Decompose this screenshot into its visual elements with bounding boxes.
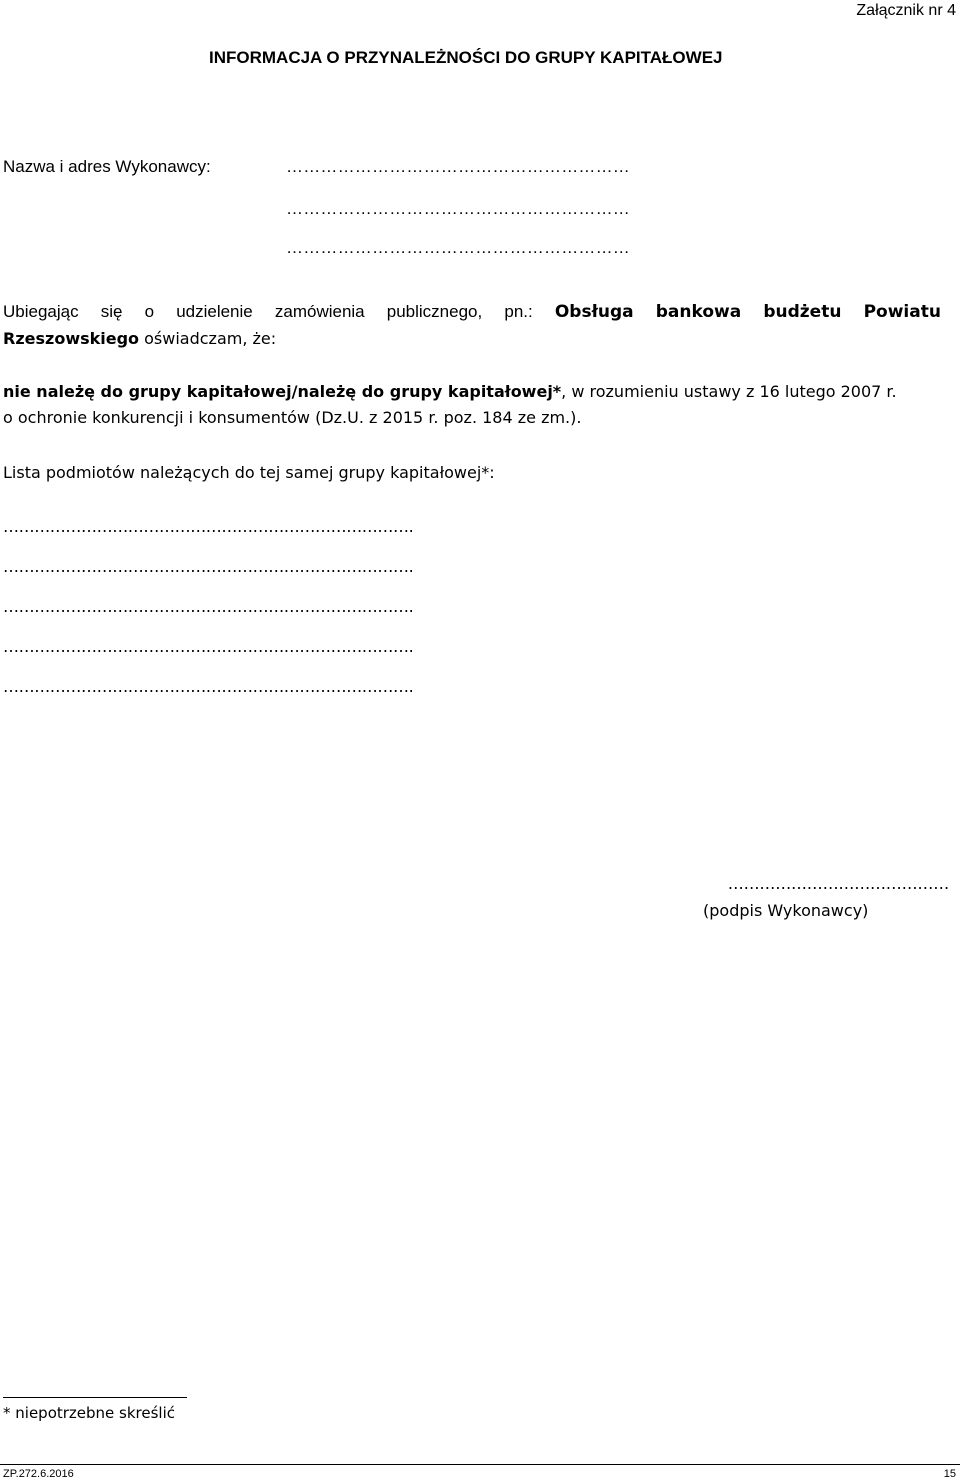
- contractor-fill-line: ……………………………………………………: [286, 238, 630, 257]
- signature-caption: (podpis Wykonawcy): [703, 901, 869, 920]
- contractor-fill-line: ……………………………………………………: [286, 199, 630, 218]
- group-membership-options: nie należę do grupy kapitałowej/należę do grupy kapitałowej*: [3, 382, 562, 401]
- footer-separator: [0, 1464, 960, 1465]
- footer-reference-number: ZP.272.6.2016: [3, 1468, 74, 1480]
- page-number: 15: [943, 1468, 956, 1480]
- subject-word: Powiatu: [863, 302, 941, 322]
- subject-word: Rzeszowskiego: [3, 329, 140, 348]
- subject-word: budżetu: [763, 302, 842, 322]
- entity-fill-line: …………………………………………………………………….: [3, 517, 414, 536]
- subject-word: bankowa: [655, 302, 742, 322]
- intro-line-2: [3, 329, 276, 348]
- subject-word: Obsługa: [554, 302, 634, 322]
- intro-word: udzielenie: [176, 302, 253, 321]
- entity-list-heading: Lista podmiotów należących do tej samej grupy kapitałowej*:: [3, 463, 495, 482]
- statement-line-1: [3, 382, 897, 401]
- intro-word: zamówienia: [274, 302, 365, 321]
- entity-fill-line: …………………………………………………………………….: [3, 597, 414, 616]
- intro-line-1: [3, 302, 941, 322]
- statement-line-2: o ochronie konkurencji i konsumentów (Dz.U. z 2015 r. poz. 184 ze zm.).: [3, 408, 582, 427]
- intro-word: publicznego,: [386, 302, 483, 321]
- statement-text: , w rozumieniu ustawy z 16 lutego 2007 r.: [561, 382, 897, 401]
- annex-label: Załącznik nr 4: [856, 2, 956, 19]
- entity-fill-line: …………………………………………………………………….: [3, 677, 414, 696]
- entity-fill-line: …………………………………………………………………….: [3, 557, 414, 576]
- declaration-text: oświadczam, że:: [139, 329, 277, 348]
- contractor-fill-line: ……………………………………………………: [286, 157, 630, 176]
- signature-line: ……………………………………: [727, 874, 949, 893]
- document-title: INFORMACJA O PRZYNALEŻNOŚCI DO GRUPY KAPITAŁOWEJ: [209, 48, 723, 67]
- intro-word: pn.:: [504, 302, 533, 321]
- footnote: * niepotrzebne skreślić: [3, 1404, 176, 1422]
- intro-word: o: [144, 302, 155, 321]
- footnote-separator: [3, 1397, 187, 1398]
- intro-word: Ubiegając: [3, 302, 79, 321]
- intro-word: się: [100, 302, 123, 321]
- contractor-label: Nazwa i adres Wykonawcy:: [3, 157, 211, 176]
- entity-fill-line: …………………………………………………………………….: [3, 637, 414, 656]
